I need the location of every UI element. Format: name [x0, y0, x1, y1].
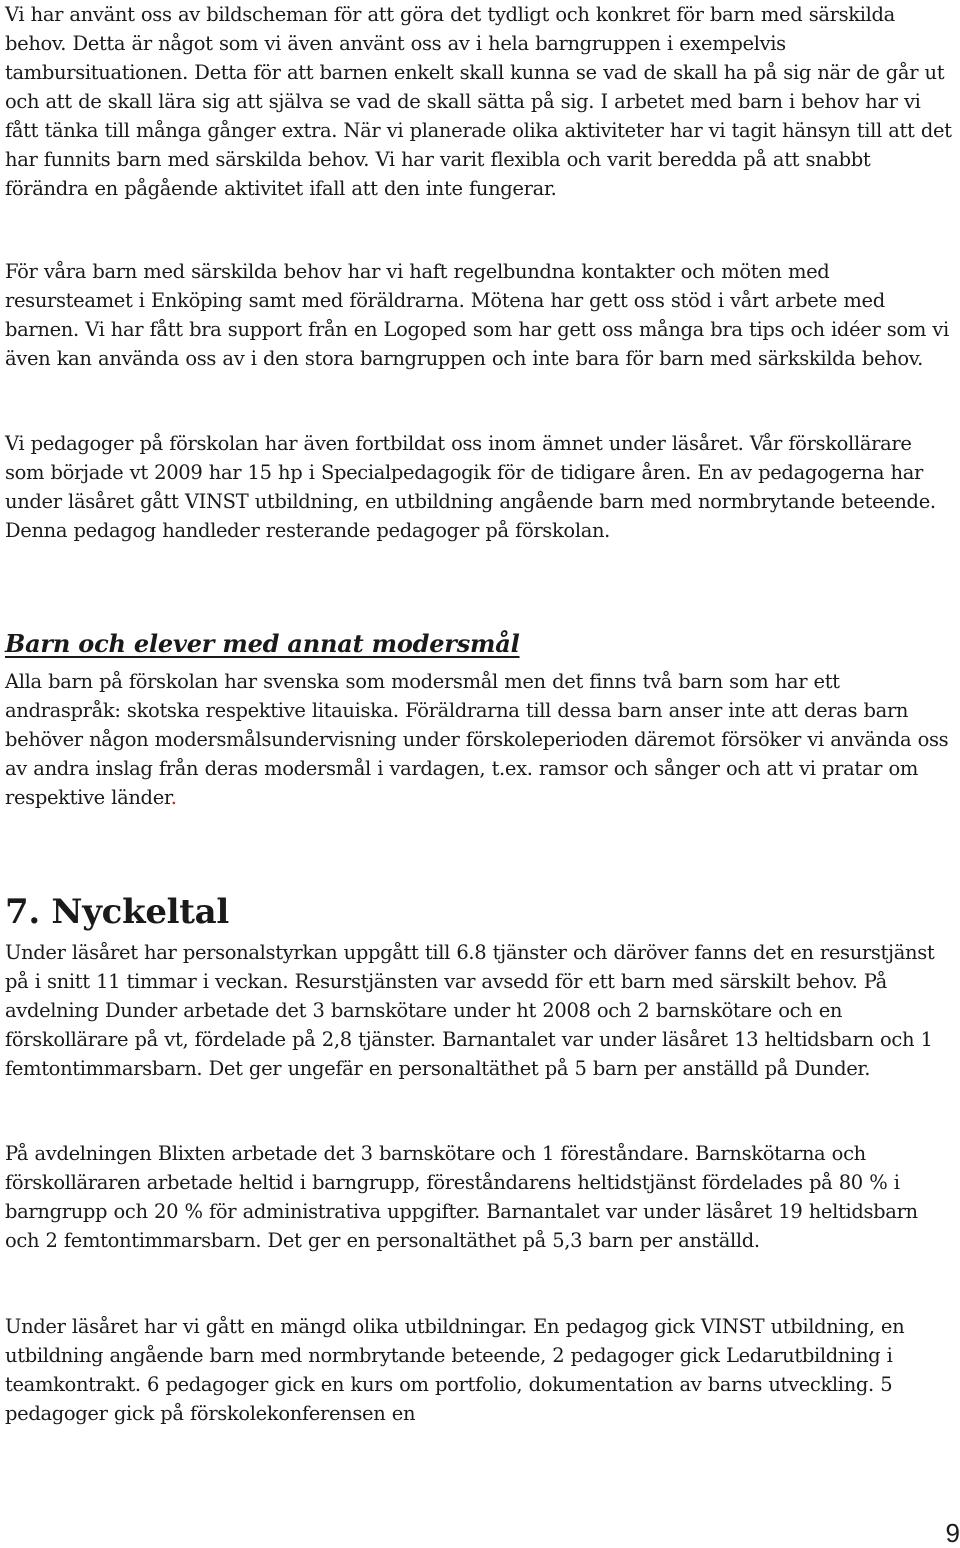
nyckeltal-paragraph-1: Under läsåret har personalstyrkan uppgått till 6.8 tjänster och däröver fanns det en resurstjänst på i snitt 11 timmar i veckan. Resurstjänsten var avsedd för ett barn med särskilt behov. På avdelning Dunder arbetade det 3 barnskötare under ht 2008 och 2 barnskötare och en förskollärare på vt, fördelade på 2,8 tjänster. Barnantalet var under läsåret 13 heltidsbarn och 1 femtontimmarsbarn. Det ger ungefär en personaltäthet på 5 barn per anställd på Dunder. — [5, 941, 935, 1080]
modersmal-trailing-dot: . — [170, 786, 177, 809]
modersmal-body-text: Alla barn på förskolan har svenska som modersmål men det finns två barn som har ett andraspråk: skotska respektive litauiska. Föräldrarna till dessa barn anser inte att deras barn behöver någon modersmålsundervisning under förskoleperioden däremot försöker vi använda oss av andra inslag från deras modersmål i vardagen, t.ex. ramsor och sånger och att vi pratar om respektive länder — [5, 670, 949, 809]
nyckeltal-paragraph-3: Under läsåret har vi gått en mängd olika utbildningar. En pedagog gick VINST utbildning, en utbildning angående barn med normbrytande beteende, 2 pedagoger gick Ledarutbildning i teamkontrakt. 6 pedagoger gick en kurs om portfolio, dokumentation av barns utveckling. 5 pedagoger gick på förskolekonferensen en — [5, 1315, 905, 1425]
nyckeltal-paragraph-2: På avdelningen Blixten arbetade det 3 barnskötare och 1 föreståndare. Barnskötarna och förskolläraren arbetade heltid i barngrupp, föreståndarens heltidstjänst fördelades på 80 % i barngrupp och 20 % för administrativa uppgifter. Barnantalet var under läsåret 19 heltidsbarn och 2 femtontimmarsbarn. Det ger en personaltäthet på 5,3 barn per anställd. — [5, 1142, 918, 1252]
fortbildning-paragraph: Vi pedagoger på förskolan har även fortbildat oss inom ämnet under läsåret. Vår förskollärare som började vt 2009 har 15 hp i Specialpedagogik för de tidigare åren. En av pedagogerna har under läsåret gått VINST utbildning, en utbildning angående barn med normbrytande beteende. Denna pedagog handleder resterande pedagoger på förskolan. — [5, 432, 936, 542]
modersmal-paragraph — [5, 667, 957, 812]
resursteam-paragraph: För våra barn med särskilda behov har vi haft regelbundna kontakter och möten med resursteamet i Enköping samt med föräldrarna. Mötena har gett oss stöd i vårt arbete med barnen. Vi har fått bra support från en Logoped som har gett oss många bra tips och idéer som vi även kan använda oss av i den stora barngruppen och inte bara för barn med särkskilda behov. — [5, 260, 949, 370]
nyckeltal-heading: 7. Nyckeltal — [5, 892, 230, 932]
modersmal-heading: Barn och elever med annat modersmål — [5, 629, 520, 658]
intro-paragraph: Vi har använt oss av bildscheman för att göra det tydligt och konkret för barn med särskilda behov. Detta är något som vi även använt oss av i hela barngruppen i exempelvis tambursituationen. Detta för att barnen enkelt skall kunna se vad de skall ha på sig när de går ut och att de skall lära sig att själva se vad de skall sätta på sig. I arbetet med barn i behov har vi fått tänka till många gånger extra. När vi planerade olika aktiviteter har vi tagit hänsyn till att det har funnits barn med särskilda behov. Vi har varit flexibla och varit beredda på att snabbt förändra en pågående aktivitet ifall att den inte fungerar. — [5, 3, 952, 200]
page-number: 9 — [945, 1518, 960, 1548]
